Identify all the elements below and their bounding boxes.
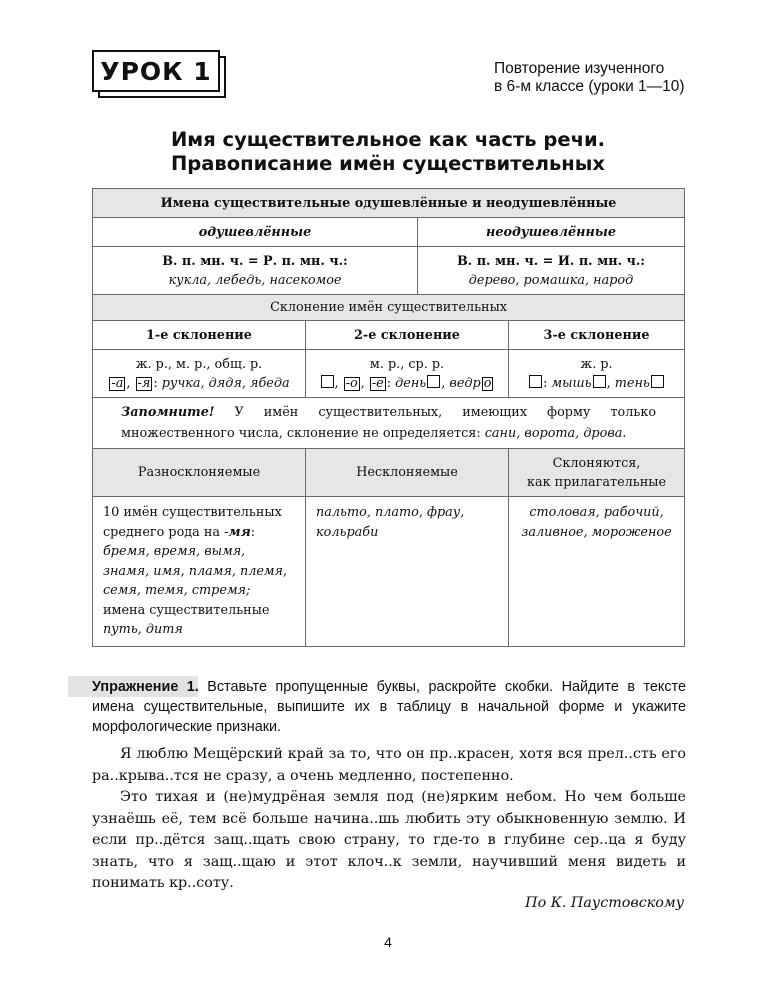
lesson-badge xyxy=(92,50,224,96)
adj-label-line-2: как прилагательные xyxy=(526,474,667,490)
diff-label: Разносклоняемые xyxy=(93,449,306,497)
zero-ending-box xyxy=(321,375,334,388)
decl3-word-2: тень xyxy=(614,375,650,391)
animacy-header: Имена существительные одушевлённые и неодушевлённые xyxy=(93,189,685,218)
decl3-cell: ж. р. : мышь , тень xyxy=(509,350,685,398)
lesson-series xyxy=(494,60,694,96)
decl3-gender: ж. р. xyxy=(580,356,613,372)
decl1-gender: ж. р., м. р., общ. р. xyxy=(135,356,263,372)
decl1-ending-a: -а xyxy=(111,375,124,391)
diff-examples-2: путь, дитя xyxy=(103,622,183,637)
decl2-gender: м. р., ср. р. xyxy=(369,356,445,372)
declension-header: Склонение имён существительных xyxy=(93,295,685,321)
text-paragraph-2: Это тихая и (не)мудрёная земля под (не)ярким небом. Но чем больше узнаёшь её, тем всё больше начина..шь любить эту обыкновенную землю. И если пр..дётся защ..щать свою страну, то где-то в глубине сер..ца я буду знать, что я защ..щаю и этот клоч..к земли, научивший меня видеть и понимать кр..соту. xyxy=(92,789,686,891)
diff-suffix: мя xyxy=(228,524,251,540)
inanimate-rule: В. п. мн. ч. = И. п. мн. ч.: xyxy=(456,253,646,269)
diff-examples: бремя, время, вымя, знамя, имя, пламя, племя, семя, темя, стремя; xyxy=(103,544,288,598)
zero-ending-box xyxy=(427,375,440,388)
series-line-1: Повторение изученного xyxy=(494,60,665,77)
text-author: По К. Паустовскому xyxy=(525,895,684,911)
decl2-word-1: день xyxy=(395,375,427,391)
decl2-word-2: ведр xyxy=(449,375,481,391)
zero-ending-box xyxy=(593,375,606,388)
note-examples: сани, ворота, дрова xyxy=(484,426,623,441)
decl1-examples: ручка, дядя, ябеда xyxy=(161,375,290,391)
title-line-1: Имя существительное как часть речи. xyxy=(170,128,606,151)
zero-ending-box xyxy=(651,375,664,388)
inanimate-label: неодушевлённые xyxy=(418,218,685,247)
decl1-label: 1-е склонение xyxy=(93,321,306,350)
decl2-cell: м. р., ср. р. , -о , -е : день , ведр о xyxy=(306,350,509,398)
title-line-2: Правописание имён существительных xyxy=(170,152,605,175)
diff-text-1: 10 имён существительных среднего рода на - xyxy=(103,505,282,540)
page-title xyxy=(92,128,684,176)
zero-ending-box xyxy=(529,375,542,388)
lesson-title: УРОК 1 xyxy=(92,50,220,92)
decl3-word-1: мышь xyxy=(551,375,592,391)
indecl-label: Несклоняемые xyxy=(306,449,509,497)
inanimate-rule-cell xyxy=(418,247,685,295)
series-line-2: в 6-м классе (уроки 1—10) xyxy=(494,78,685,95)
exercise-instruction: Вставьте пропущенные буквы, раскройте скобки. Найдите в тексте имена существительные, выпишите их в таблицу в начальной форме и укажите морфологические признаки. xyxy=(92,679,686,735)
note-text: У имён существительных, имеющих форму только множественного числа, склонение не определяется: xyxy=(121,405,657,441)
decl2-word-2-ending: о xyxy=(483,375,492,391)
animate-rule-cell xyxy=(93,247,418,295)
diff-cell: 10 имён существительных среднего рода на -мя: бремя, время, вымя, знамя, имя, пламя, племя, семя, темя, стремя; имена существительные путь, дитя xyxy=(93,497,306,647)
adj-examples: столовая, рабочий, заливное, мороженое xyxy=(509,497,685,647)
inanimate-examples: дерево, ромашка, народ xyxy=(468,272,634,288)
decl2-label: 2-е склонение xyxy=(306,321,509,350)
decl1-ending-ya: -я xyxy=(137,375,151,391)
adj-label-line-1: Склоняются, xyxy=(552,455,641,471)
text-paragraph-1: Я люблю Мещёрский край за то, что он пр..красен, хотя вся прел..сть его ра..крыва..тся не сразу, а очень медленно, постепенно. xyxy=(92,746,686,784)
animate-examples: кукла, лебедь, насекомое xyxy=(168,272,342,288)
indecl-examples: пальто, плато, фрау, кольраби xyxy=(306,497,509,647)
decl3-label: 3-е склонение xyxy=(509,321,685,350)
note-cell: Запомните! У имён существительных, имеющих форму только множественного числа, склонение не определяется: сани, ворота, дрова. xyxy=(93,398,685,449)
animate-rule: В. п. мн. ч. = Р. п. мн. ч.: xyxy=(162,253,348,269)
page-number: 4 xyxy=(384,934,392,950)
decl2-ending-e: -е xyxy=(371,375,384,391)
adj-label-cell xyxy=(509,449,685,497)
exercise-instruction-block xyxy=(92,677,686,737)
decl2-ending-o: -о xyxy=(345,375,358,391)
note-label: Запомните! xyxy=(121,405,215,420)
exercise-label: Упражнение 1. xyxy=(92,679,199,695)
decl1-cell: ж. р., м. р., общ. р. -а , -я : ручка, дядя, ябеда xyxy=(93,350,306,398)
exercise-text xyxy=(92,744,686,895)
noun-rules-table xyxy=(92,188,685,647)
diff-text-2: имена существительные xyxy=(103,602,270,618)
animate-label: одушевлённые xyxy=(93,218,418,247)
